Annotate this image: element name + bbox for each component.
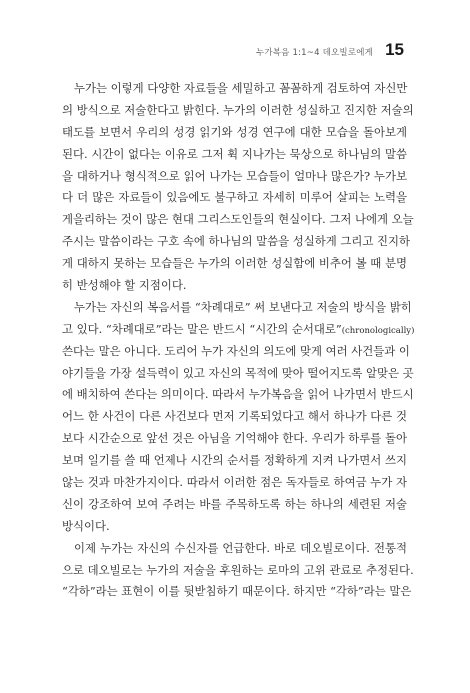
text-line: 이제 누가는 자신의 수신자를 언급한다. 바로 데오빌로이다. 전통적 [74, 540, 407, 555]
running-head: 누가복음 1:1~4 데오빌로에게 [255, 48, 374, 58]
text-line: 신이 강조하여 보여 주려는 바를 주목하도록 하는 하나의 세련된 저술 [62, 496, 407, 511]
text-line: 을 대하거나 형식적으로 읽어 나가는 모습들이 얼마나 많은가? 누가보 [62, 168, 407, 183]
text-line: 않는 것과 마찬가지이다. 따라서 이러한 점은 독자들로 하여금 누가 자 [62, 475, 407, 490]
text-line: 야기들을 가장 설득력이 있고 자신의 목적에 맞아 떨어지도록 알맞은 곳 [62, 365, 414, 380]
paragraph-3 [62, 538, 414, 604]
text-line: “각하”라는 표현이 이를 뒷받침하기 때문이다. 하지만 “각하”라는 말은 [62, 584, 412, 599]
inline-note: (chronologically) [341, 325, 415, 336]
text-line: 된다. 시간이 없다는 이유로 그저 휙 지나가는 묵상으로 하나님의 말씀 [62, 146, 407, 161]
text-line: 게을리하는 것이 많은 현대 그리스도인들의 현실이다. 그저 나에게 오늘 [62, 212, 414, 227]
paragraph-1 [62, 78, 414, 297]
text-line: 쓴다는 말은 아니다. 도리어 누가 자신의 의도에 맞게 여러 사건들과 이 [62, 343, 410, 358]
text-line: 의 방식으로 저술한다고 밝힌다. 누가의 이러한 성실하고 진지한 저술의 [62, 102, 414, 117]
text-line: 게 대하지 못하는 모습들은 누가의 이러한 성실함에 비추어 볼 때 분명 [62, 256, 407, 271]
text-line: 으로 데오빌로는 누가의 저술을 후원하는 로마의 고위 관료로 추정된다. [62, 562, 414, 577]
text-line: 누가는 이렇게 다양한 자료들을 세밀하고 꼼꼼하게 검토하여 자신만 [74, 81, 408, 95]
text-line: 보다 시간순으로 앞선 것은 아님을 기억해야 한다. 우리가 하루를 돌아 [62, 431, 407, 446]
text-line: 주시는 말씀이라는 구호 속에 하나님의 말씀을 성실하게 그리고 진지하 [62, 234, 411, 249]
text-line: 태도를 보면서 우리의 성경 읽기와 성경 연구에 대한 모습을 돌아보게 [62, 124, 407, 139]
text-line: 다 더 많은 자료들이 있음에도 불구하고 자세히 미루어 살피는 노력을 [62, 190, 407, 205]
paragraph-2 [62, 297, 415, 538]
page-number: 15 [385, 40, 404, 59]
text-line-main: 고 있다. “차례대로”라는 말은 반드시 “시간의 순서대로” [62, 321, 342, 336]
text-line: 보며 일기를 쓸 때 언제나 시간의 순서를 정확하게 지켜 나가면서 쓰지 [62, 453, 407, 468]
text-line: 에 배치하여 쓴다는 의미이다. 따라서 누가복음을 읽어 나가면서 반드시 [62, 387, 414, 402]
text-line: 누가는 자신의 복음서를 “차례대로” 써 보낸다고 저술의 방식을 밝히 [74, 299, 412, 314]
page-header [256, 40, 404, 60]
text-line: 히 반성해야 할 지점이다. [62, 278, 187, 293]
text-line: 방식이다. [62, 518, 110, 533]
text-line [62, 319, 415, 341]
body-text [62, 78, 415, 603]
text-line: 어느 한 사건이 다른 사건보다 먼저 기록되었다고 해서 하나가 다른 것 [62, 409, 407, 424]
